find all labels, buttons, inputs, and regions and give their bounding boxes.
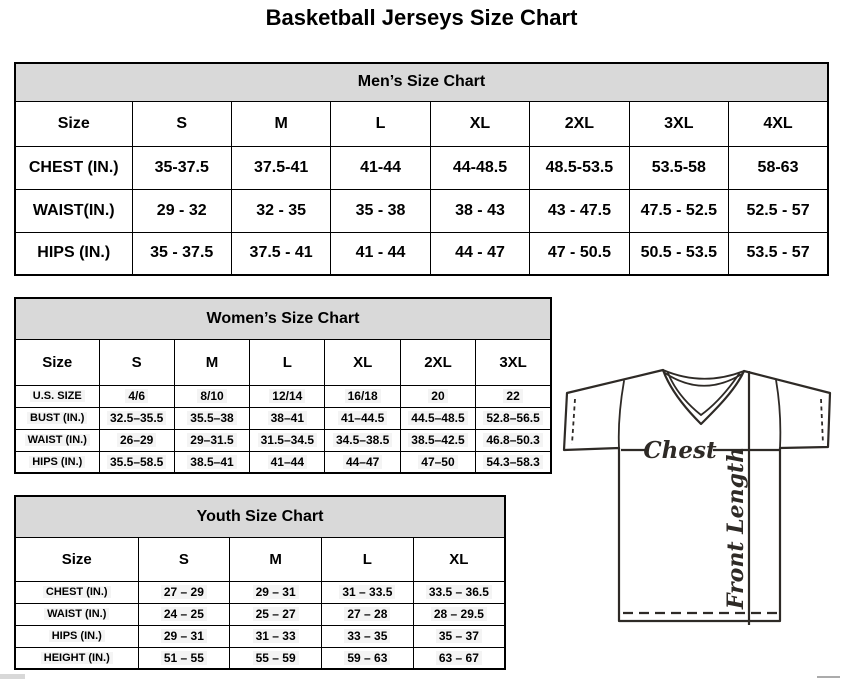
row-label: WAIST(IN.) xyxy=(32,201,115,219)
cell-value: 32 - 35 xyxy=(256,201,307,219)
table-row xyxy=(15,625,505,647)
mens_chart-column-header: S xyxy=(132,101,231,146)
cell-value: 44 - 47 xyxy=(455,244,505,262)
mens_chart-column-header: 3XL xyxy=(629,101,728,146)
cell-value: 35-37.5 xyxy=(154,158,209,176)
cell-value: 35.5–38 xyxy=(187,411,236,425)
mens_chart-column-header: 2XL xyxy=(530,101,629,146)
mens-size-table xyxy=(14,62,829,276)
youth_chart-title: Youth Size Chart xyxy=(15,496,505,537)
front-length-label: Front Length xyxy=(723,446,749,610)
cell-value: 35 - 38 xyxy=(355,201,406,219)
cell-value: 33.5 – 36.5 xyxy=(426,585,492,599)
cell-value: 37.5-41 xyxy=(254,158,309,176)
cell-value: 52.8–56.5 xyxy=(483,411,542,425)
table-row xyxy=(15,451,551,473)
table-row xyxy=(15,407,551,429)
row-label: HIPS (IN.) xyxy=(29,456,85,468)
table-row xyxy=(15,189,828,232)
womens_chart-column-header: XL xyxy=(325,339,400,385)
cell-value: 46.8–50.3 xyxy=(483,433,542,447)
cell-value: 38.5–42.5 xyxy=(408,433,467,447)
cell-value: 25 – 27 xyxy=(253,607,299,621)
cell-value: 12/14 xyxy=(269,389,305,403)
cell-value: 27 – 29 xyxy=(161,585,207,599)
mens_chart-column-header: M xyxy=(231,101,330,146)
cell-value: 51 – 55 xyxy=(161,651,207,665)
cell-value: 27 – 28 xyxy=(344,607,390,621)
cell-value: 28 – 29.5 xyxy=(431,607,487,621)
mens_chart-title: Men’s Size Chart xyxy=(15,63,828,101)
row-label: CHEST (IN.) xyxy=(43,586,111,598)
cell-value: 44.5–48.5 xyxy=(408,411,467,425)
jersey-outline-icon xyxy=(564,370,830,621)
youth_chart-column-header: XL xyxy=(413,537,505,581)
cell-value: 38–41 xyxy=(268,411,307,425)
cell-value: 33 – 35 xyxy=(344,629,390,643)
cell-value: 31 – 33.5 xyxy=(339,585,395,599)
cell-value: 35 – 37 xyxy=(436,629,482,643)
row-label: WAIST (IN.) xyxy=(44,608,109,620)
cell-value: 52.5 - 57 xyxy=(746,201,810,219)
womens_chart-column-header: S xyxy=(99,339,174,385)
cell-value: 53.5-58 xyxy=(651,158,706,176)
youth_chart-column-header: L xyxy=(322,537,414,581)
cell-value: 29–31.5 xyxy=(187,433,236,447)
cell-value: 41–44.5 xyxy=(338,411,387,425)
cell-value: 55 – 59 xyxy=(253,651,299,665)
youth-size-table xyxy=(14,495,506,670)
cell-value: 29 – 31 xyxy=(253,585,299,599)
jersey-stitch-lines-icon xyxy=(572,399,823,613)
womens_chart-column-header: 3XL xyxy=(476,339,551,385)
row-label: BUST (IN.) xyxy=(27,412,87,424)
row-label: U.S. SIZE xyxy=(30,390,85,402)
cell-value: 44-48.5 xyxy=(452,158,508,176)
table-row xyxy=(15,647,505,669)
bottom-right-crop-artifact xyxy=(817,676,840,678)
cell-value: 4/6 xyxy=(125,389,148,403)
jersey-measurement-diagram xyxy=(555,360,843,630)
table-row xyxy=(15,232,828,275)
womens_chart-column-header: M xyxy=(174,339,249,385)
table-row xyxy=(15,146,828,189)
cell-value: 32.5–35.5 xyxy=(107,411,166,425)
womens-size-table xyxy=(14,297,552,474)
row-label: CHEST (IN.) xyxy=(28,158,119,176)
cell-value: 41-44 xyxy=(360,158,402,176)
cell-value: 22 xyxy=(503,389,522,403)
womens_chart-column-header: L xyxy=(250,339,325,385)
youth_chart-column-header: M xyxy=(230,537,322,581)
cell-value: 31 – 33 xyxy=(253,629,299,643)
cell-value: 58-63 xyxy=(757,158,799,176)
table-row xyxy=(15,385,551,407)
cell-value: 53.5 - 57 xyxy=(746,244,810,262)
cell-value: 59 – 63 xyxy=(344,651,390,665)
cell-value: 38 - 43 xyxy=(455,201,505,219)
cell-value: 43 - 47.5 xyxy=(547,201,611,219)
youth_chart-column-header: S xyxy=(138,537,230,581)
row-label: HIPS (IN.) xyxy=(49,630,105,642)
row-label: WAIST (IN.) xyxy=(25,434,90,446)
cell-value: 29 - 32 xyxy=(156,201,207,219)
youth_chart-column-header: Size xyxy=(15,537,138,581)
cell-value: 38.5–41 xyxy=(187,455,236,469)
womens_chart-title: Women’s Size Chart xyxy=(15,298,551,339)
mens_chart-column-header: XL xyxy=(430,101,529,146)
row-label: HEIGHT (IN.) xyxy=(41,652,113,664)
cell-value: 47.5 - 52.5 xyxy=(640,201,718,219)
cell-value: 41 - 44 xyxy=(355,244,406,262)
cell-value: 34.5–38.5 xyxy=(333,433,392,447)
cell-value: 8/10 xyxy=(197,389,226,403)
measurement-lines xyxy=(621,371,780,625)
page-title: Basketball Jerseys Size Chart xyxy=(265,5,578,30)
cell-value: 24 – 25 xyxy=(161,607,207,621)
table-row xyxy=(15,581,505,603)
cell-value: 29 – 31 xyxy=(161,629,207,643)
table-row xyxy=(15,603,505,625)
mens_chart-column-header: L xyxy=(331,101,430,146)
cell-value: 63 – 67 xyxy=(436,651,482,665)
cell-value: 35 - 37.5 xyxy=(150,244,214,262)
bottom-left-crop-artifact xyxy=(0,674,25,679)
chest-label: Chest xyxy=(643,437,717,464)
cell-value: 47–50 xyxy=(418,455,457,469)
table-row xyxy=(15,429,551,451)
cell-value: 26–29 xyxy=(117,433,156,447)
womens_chart-column-header: 2XL xyxy=(400,339,475,385)
cell-value: 47 - 50.5 xyxy=(547,244,611,262)
cell-value: 44–47 xyxy=(343,455,382,469)
mens_chart-column-header: Size xyxy=(15,101,132,146)
cell-value: 48.5-53.5 xyxy=(545,158,614,176)
womens_chart-column-header: Size xyxy=(15,339,99,385)
cell-value: 16/18 xyxy=(345,389,381,403)
cell-value: 54.3–58.3 xyxy=(483,455,542,469)
cell-value: 31.5–34.5 xyxy=(258,433,317,447)
mens_chart-column-header: 4XL xyxy=(729,101,828,146)
row-label: HIPS (IN.) xyxy=(37,244,111,262)
cell-value: 20 xyxy=(428,389,447,403)
cell-value: 50.5 - 53.5 xyxy=(640,244,718,262)
cell-value: 37.5 - 41 xyxy=(249,244,313,262)
cell-value: 35.5–58.5 xyxy=(107,455,166,469)
cell-value: 41–44 xyxy=(268,455,307,469)
